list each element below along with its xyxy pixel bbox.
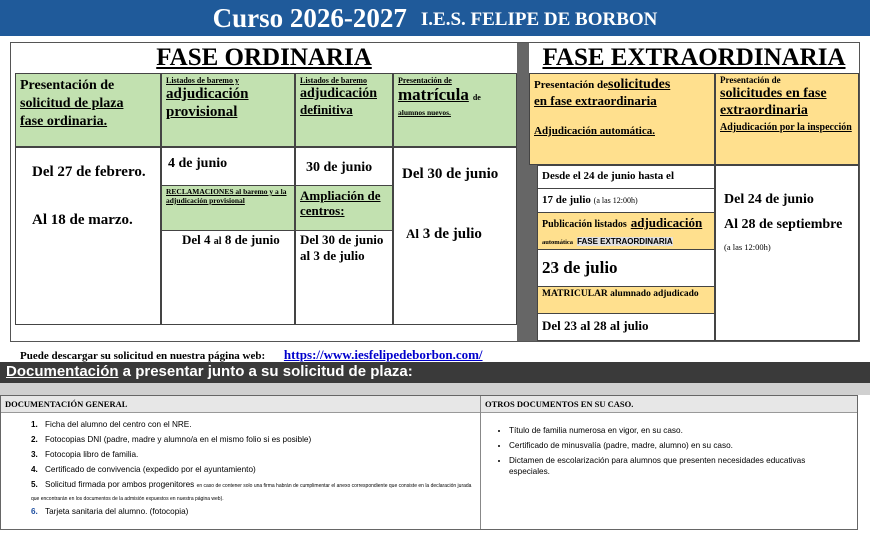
documentation-bar-rest: a presentar junto a su solicitud de plaza: — [118, 363, 413, 380]
ext-colA-line2: en fase extraordinaria — [534, 93, 657, 108]
general-docs-column — [1, 396, 481, 529]
ext-colB-header — [715, 73, 859, 165]
school-name: I.E.S. FELIPE DE BORBON — [420, 9, 658, 30]
fase-ordinaria-title: FASE ORDINARIA — [156, 44, 372, 71]
ord-col3-header-small: Listados de baremo — [300, 76, 367, 85]
ord-col1-header-line3: fase ordinaria. — [20, 114, 108, 129]
ext-matricular: MATRICULAR alumnado adjudicado — [538, 286, 714, 314]
documentation-bar-title: Documentación — [6, 363, 119, 380]
ord-col2-header-big2: provisional — [166, 104, 238, 120]
ext-colA-to-line — [538, 188, 714, 212]
schedule-frame — [10, 42, 860, 342]
ext-publicacion — [538, 212, 714, 250]
ord-col4-to-line — [406, 226, 482, 243]
ord-recl-al: al — [213, 236, 222, 247]
general-doc-text: Solicitud firmada por ambos progenitores — [45, 480, 195, 489]
general-doc-5-note: en caso de contener solo una firma habrán de cumplimentar el anexo correspondiente que consiste en la declaración jurada que encontrarán en los documentos de la admisión expuestos en nuestra página web). — [31, 483, 472, 502]
ord-col4-header-big: matrícula — [398, 85, 469, 104]
web-line — [20, 347, 483, 363]
ord-col4-header-small2: alumnos nuevos. — [398, 108, 451, 117]
ext-colB-small: Presentación de — [720, 75, 781, 85]
general-doc-text: Fotocopia libro de familia. — [45, 450, 139, 459]
general-doc-text: Tarjeta sanitaria del alumno. (fotocopia) — [45, 507, 189, 516]
ord-col1-header-line1: Presentación de — [20, 78, 115, 93]
ext-pub-date: 23 de julio — [542, 258, 618, 277]
ext-pub-big: adjudicación — [630, 215, 703, 230]
ord-recl-junio: de junio — [234, 232, 280, 247]
ord-col2-header-small: Listados de baremo y — [166, 76, 239, 85]
ord-col4-header — [393, 73, 517, 147]
ext-colB-body — [715, 165, 859, 341]
other-doc-item: • Título de familia numerosa en vigor, en su caso. — [509, 425, 847, 436]
ord-recl-dates — [182, 232, 280, 248]
ext-colA-small: Presentación de — [534, 79, 609, 91]
general-doc-item: 3. Fotocopia libro de familia. — [31, 450, 139, 459]
ext-colB-insp: Adjudicación por la inspección — [720, 122, 852, 133]
ord-recl-del: Del — [182, 232, 201, 247]
ord-col4-from: Del 30 de junio — [402, 166, 499, 182]
general-doc-item: 4. Certificado de convivencia (expedido por el ayuntamiento) — [31, 465, 256, 474]
ext-colA-to: 17 de julio — [542, 194, 591, 206]
website-link[interactable]: https://www.iesfelipedeborbon.com/ — [283, 347, 483, 362]
ord-col2-header-big1: adjudicación — [166, 86, 249, 102]
phase-divider — [517, 43, 529, 341]
ord-reclamaciones: RECLAMACIONES al baremo y a la adjudicación provisional — [162, 185, 294, 231]
ext-pub-small: automática — [542, 239, 574, 246]
other-doc-item: • Certificado de minusvalía (padre, madre, alumno) en su caso. — [509, 440, 847, 451]
ord-ampliacion: Ampliación de centros: — [296, 185, 392, 231]
ord-col4-header-small: Presentación de — [398, 76, 452, 85]
ord-recl-4: 4 — [204, 232, 211, 247]
ext-colB-to: Al 28 de septiembre — [724, 217, 843, 232]
other-docs-list — [481, 413, 857, 477]
other-docs-column — [481, 396, 857, 529]
ord-col4-header-tail: de — [472, 93, 481, 102]
general-doc-item: 5. Solicitud firmada por ambos progenitores en caso de contener solo una firma habrán de cumplimentar el anexo correspondiente que consiste en la declaración jurada que encontrarán en los documentos de la admisión expuestos en nuestra página web). — [31, 480, 472, 502]
general-doc-text: Ficha del alumno del centro con el NRE. — [45, 420, 192, 429]
general-doc-item: 2. Fotocopias DNI (padre, madre y alumno/a en el mismo folio si es posible) — [31, 435, 312, 444]
ext-pub-fase: FASE EXTRAORDINARIA — [577, 237, 673, 246]
other-docs-header: OTROS DOCUMENTOS EN SU CASO. — [481, 396, 857, 413]
ord-col2-header — [161, 73, 295, 147]
ord-col3-header — [295, 73, 393, 147]
ord-col4-al: Al — [406, 226, 419, 241]
ord-col3-header-big1: adjudicación — [300, 86, 378, 101]
ord-col1-body — [15, 147, 161, 325]
ext-colA-from: Desde el 24 de junio hasta el — [542, 170, 674, 182]
grey-spacer — [0, 383, 870, 395]
documents-frame — [0, 395, 858, 530]
ord-col4-body — [393, 147, 517, 325]
ext-colA-big: solicitudes — [608, 77, 671, 92]
ext-colB-from: Del 24 de junio — [724, 192, 814, 207]
ord-col3-body — [295, 147, 393, 325]
ext-mat-date: Del 23 al 28 al julio — [542, 318, 649, 333]
fase-extraordinaria-title: FASE EXTRAORDINARIA — [542, 44, 846, 71]
documentation-bar — [0, 362, 870, 383]
ext-colA-body — [537, 165, 715, 341]
web-label: Puede descargar su solicitud en nuestra página web: — [20, 350, 266, 362]
ord-col1-to: Al 18 de marzo. — [32, 212, 133, 228]
other-doc-item: • Dictamen de escolarización para alumnos que presenten necesidades educativas especiales. — [509, 455, 847, 477]
ext-colA-auto: Adjudicación automática. — [534, 125, 655, 137]
ord-col3-date: 30 de junio — [306, 160, 373, 175]
ord-col1-header-line2: solicitud de plaza — [20, 96, 124, 111]
ext-colA-to-note: (a las 12:00h) — [593, 196, 638, 205]
ext-grey-strip — [529, 165, 537, 341]
ord-col1-from: Del 27 de febrero. — [32, 164, 146, 180]
general-doc-text: Fotocopias DNI (padre, madre y alumno/a en el mismo folio si es posible) — [45, 435, 312, 444]
ord-col2-date: 4 de junio — [168, 156, 228, 171]
general-doc-text: Certificado de convivencia (expedido por el ayuntamiento) — [45, 465, 256, 474]
ord-col4-to: 3 de julio — [422, 226, 482, 242]
general-docs-list — [1, 413, 480, 517]
general-doc-item: 1. Ficha del alumno del centro con el NRE. — [31, 420, 192, 429]
ord-col1-header — [15, 73, 161, 147]
ext-colA-header — [529, 73, 715, 165]
general-doc-item: 6. Tarjeta sanitaria del alumno. (fotocopia) — [31, 507, 189, 516]
general-docs-header: DOCUMENTACIÓN GENERAL — [1, 396, 480, 413]
ord-col2-body — [161, 147, 295, 325]
ext-pub-pre: Publicación listados — [542, 219, 627, 230]
ext-colB-big2: extraordinaria — [720, 103, 808, 118]
ext-colB-big1: solicitudes en fase — [720, 86, 827, 101]
ord-recl-8: 8 — [224, 232, 232, 247]
ord-ampliacion-dates: Del 30 de junio al 3 de julio — [300, 232, 384, 263]
course-title: Curso 2026-2027 — [212, 3, 407, 33]
ext-colB-note: (a las 12:00h) — [724, 242, 771, 252]
header-banner — [0, 0, 870, 36]
ord-col3-header-big2: definitiva — [300, 102, 353, 117]
